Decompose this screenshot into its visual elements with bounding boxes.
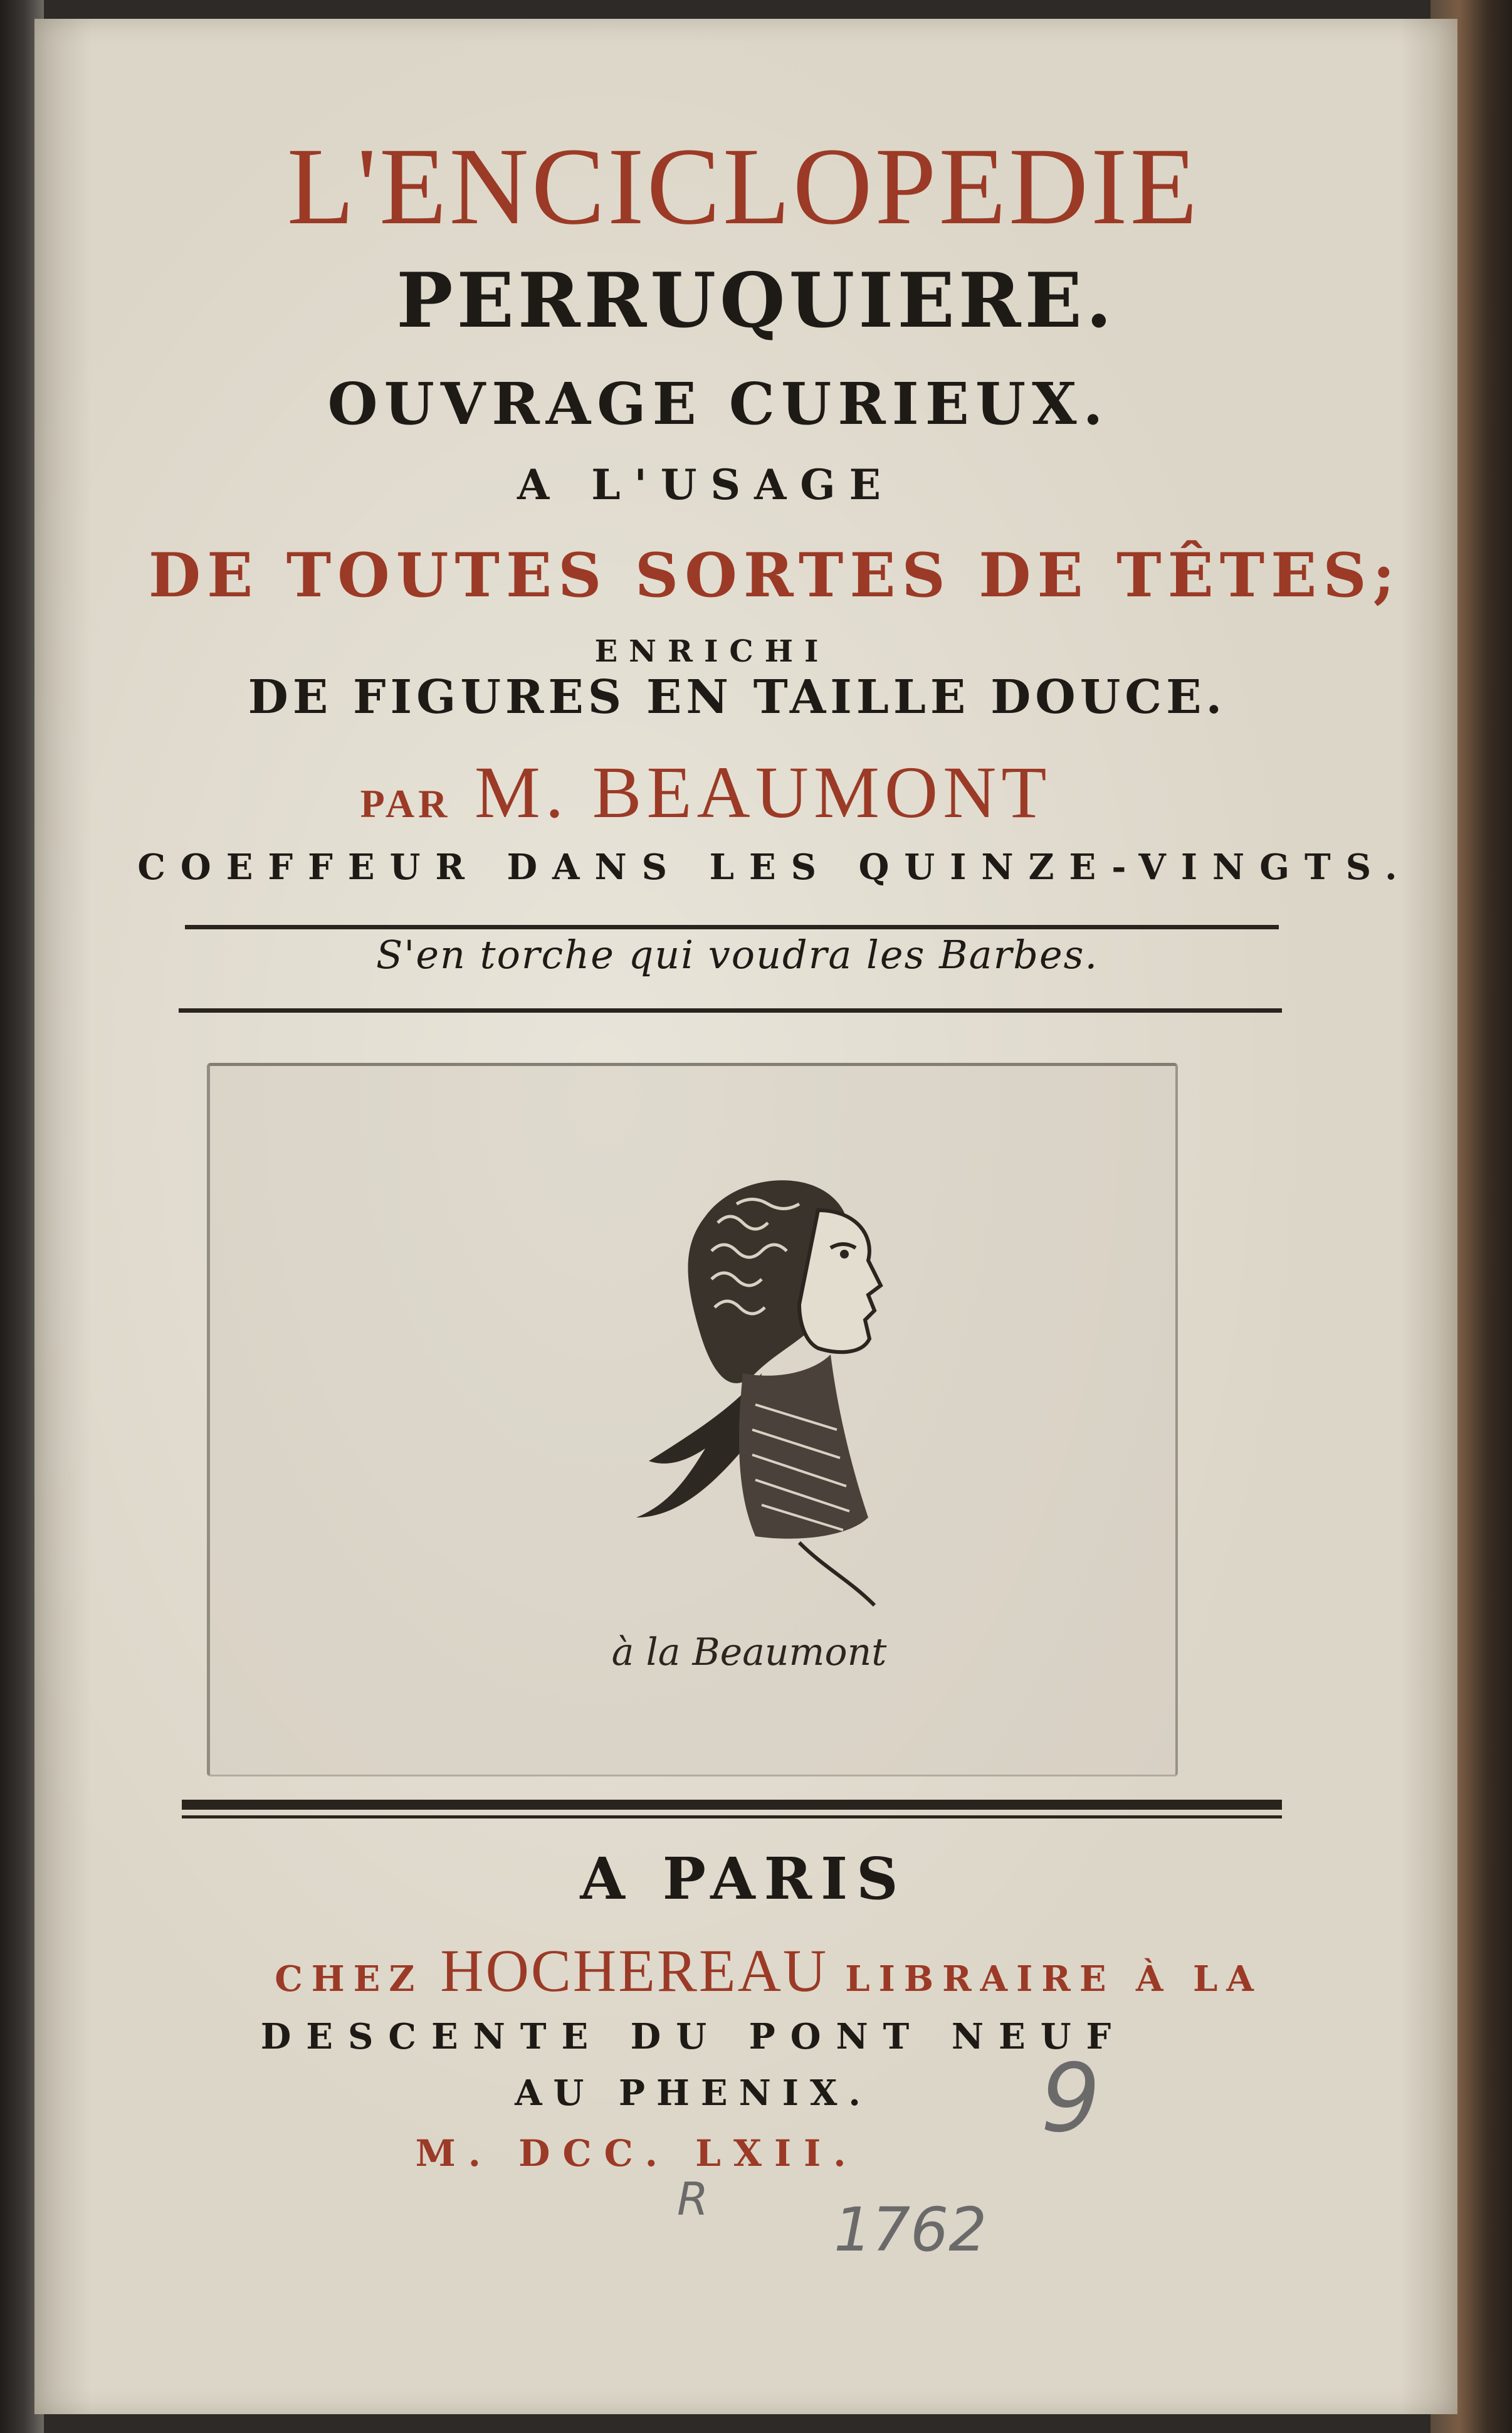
imprint-publisher: HOCHEREAU <box>440 1937 829 2004</box>
tetes-line: DE TOUTES SORTES DE TÊTES; <box>148 540 1402 611</box>
imprint-date: M. DCC. LXII. <box>415 2132 859 2175</box>
divider-rule-bottom <box>179 1008 1282 1013</box>
handwritten-mark: R <box>677 2173 709 2225</box>
handwritten-year: 1762 <box>834 2195 987 2265</box>
divider-rule-top <box>185 925 1279 929</box>
engraving-plate <box>207 1063 1178 1776</box>
imprint-sign: AU PHENIX. <box>515 2072 872 2114</box>
author-name: M. BEAUMONT <box>474 751 1052 833</box>
imprint-address: DESCENTE DU PONT NEUF <box>260 2016 1126 2057</box>
engraving-caption: à la Beaumont <box>611 1630 887 1674</box>
usage-line: A L'USAGE <box>517 460 895 509</box>
title-line-1: L'ENCICLOPEDIE <box>286 125 1200 248</box>
imprint-publisher-line <box>13 1937 1512 2004</box>
handwritten-number: 9 <box>1041 2044 1101 2153</box>
title-line-3: OUVRAGE CURIEUX. <box>327 370 1110 438</box>
motto: S'en torche qui voudra les Barbes. <box>375 932 1099 978</box>
divider-rule-thin <box>182 1815 1282 1818</box>
author-line <box>0 751 1462 833</box>
imprint-city: A PARIS <box>580 1845 907 1913</box>
title-line-2: PERRUQUIERE. <box>396 256 1116 345</box>
author-role: COEFFEUR DANS LES QUINZE-VINGTS. <box>137 847 1412 888</box>
imprint-libraire: LIBRAIRE À LA <box>845 1958 1263 2000</box>
portrait-engraving-icon <box>611 1166 887 1624</box>
imprint-chez: CHEZ <box>275 1958 424 2000</box>
divider-rule-thick <box>182 1800 1282 1810</box>
author-par: PAR <box>360 781 451 826</box>
figures-line: DE FIGURES EN TAILLE DOUCE. <box>248 670 1227 724</box>
enrichi-line: ENRICHI <box>594 634 830 669</box>
